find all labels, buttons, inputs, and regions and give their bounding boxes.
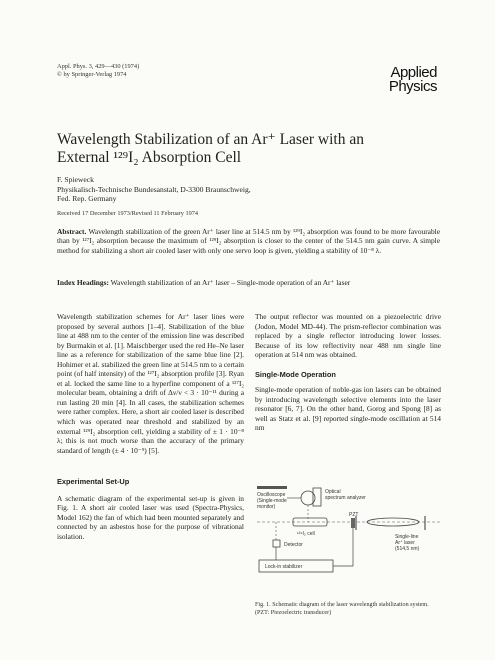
journal-citation-line: Appl. Phys. 3, 429—430 (1974) [57, 63, 140, 70]
title-line: External ¹²⁹I₂ Absorption Cell [57, 148, 242, 166]
label-spectrum-analyzer: spectrum analyzer [325, 495, 366, 501]
label-detector: Detector [284, 542, 303, 548]
logo-word-physics: Physics [388, 77, 437, 95]
label-iodine-cell: ¹²⁹I₂ cell [297, 531, 315, 537]
introduction-paragraph: Wavelength stabilization schemes for Ar⁺ laser lines were proposed by several authors [1–4]. Stabilization of the blue line at 488 nm to the center of the emission line was described by Burmakin et al. [1]. Maischberger used the red He–Ne laser line as a reference for stabilization of the same blue line [2]. Hohimer et al. stabilized the green line at 514.5 nm to a certain point (of half intensity) of the ¹²⁷I₂ absorption profile [3]. Ryan et al. locked the same line to a hyperfine component of a ¹²⁷I₂ molecular beam, obtaining a drift of Δν/ν < 3 · 10⁻¹¹ during a run lasting 20 min [4]. In all cases, the stabilization schemes were rather complex. Here, a short air cooled laser is described which was operated near threshold and stabilized by an external ¹²⁹I₂ absorption cell, yielding a stability of ± 1 · 10⁻⁸ λ; this is not much worse than the accuracy of the primary standard of length (± 4 · 10⁻⁹) [5]. [57, 312, 244, 455]
journal-logo [389, 66, 437, 93]
figure-1-diagram [255, 478, 443, 600]
label-single-mode: (Single-mode [257, 498, 287, 504]
setup-paragraph: A schematic diagram of the experimental set-up is given in Fig. 1. A short air cooled laser was used (Spectra-Physics, Model 162) the fan of which had been mounted separately and connected by an asbestos hose for the purpose of vibrational isolation. [57, 493, 244, 541]
section-heading-single-mode: Single-Mode Operation [255, 369, 336, 379]
label-lockin: Lock-in stabilizer [265, 564, 303, 570]
author-name: F. Spieweck [57, 175, 94, 184]
index-label: Index Headings: [57, 278, 109, 287]
label-ar-laser: Ar⁺ laser [395, 540, 415, 546]
section-heading-experimental-setup: Experimental Set-Up [57, 477, 130, 487]
affiliation-line: Physikalisch-Technische Bundesanstalt, D-3300 Braunschweig, [57, 184, 251, 194]
journal-citation [57, 63, 139, 79]
detector [273, 540, 280, 547]
label-optical: Optical [325, 489, 341, 495]
abstract [57, 227, 440, 255]
figure-1-caption: Fig. 1. Schematic diagram of the laser wavelength stabilization system. (PZT: Piezoelectric transducer) [255, 602, 429, 616]
logo-word-applied: Applied [390, 64, 437, 81]
index-headings [57, 278, 440, 287]
affiliation-line: Fed. Rep. Germany [57, 194, 117, 204]
left-column [57, 312, 244, 541]
title-line: Wavelength Stabilization of an Ar⁺ Laser with an [57, 131, 364, 148]
single-mode-paragraph: Single-mode operation of noble-gas ion lasers can be obtained by introducing wavelength selective elements into the laser resonator [6, 7]. On the other hand, Gorog and Spong [8] as well as Statz et al. [9] reported single-mode oscillation at 514 nm [255, 385, 441, 433]
index-text: Wavelength stabilization of an Ar⁺ laser – Single-mode operation of an Ar⁺ laser [110, 278, 351, 287]
right-column [255, 312, 441, 433]
abstract-label: Abstract. [57, 227, 87, 236]
pzt-element [351, 518, 355, 528]
label-single-line: Single-line [395, 534, 419, 540]
author-block [57, 175, 251, 204]
label-pzt: PZT [349, 512, 359, 518]
copyright-line: © by Springer-Verlag 1974 [57, 71, 127, 78]
label-oscilloscope: Oscilloscope [257, 492, 286, 498]
output-reflector-paragraph: The output reflector was mounted on a piezoelectric drive (Jodon, Model MD-44). The prism-reflector combination was replaced by a single reflector introducing lower losses. Because of its low reflectivity near 488 nm single line operation at 514 nm was obtained. [255, 312, 441, 360]
label-wavelength: (514,5 nm) [395, 546, 420, 552]
abstract-text: Wavelength stabilization of the green Ar⁺ laser line at 514.5 nm by ¹²⁹I₂ absorption was found to be more favourable than by ¹²⁷I₂ absorption because the maximum of ¹²⁹I₂ absorption is closer to the center of the 514.5 nm gain curve. A simple method for stabilizing a short air cooled laser with only one servo loop is given, yielding a stability of 10⁻⁸ λ. [57, 227, 440, 255]
article-title [57, 131, 447, 166]
received-dates: Received 17 December 1973/Revised 11 February 1974 [57, 210, 199, 217]
spectrum-analyzer [301, 488, 321, 506]
oscilloscope-icon [257, 486, 287, 489]
label-monitor: monitor) [257, 504, 276, 510]
